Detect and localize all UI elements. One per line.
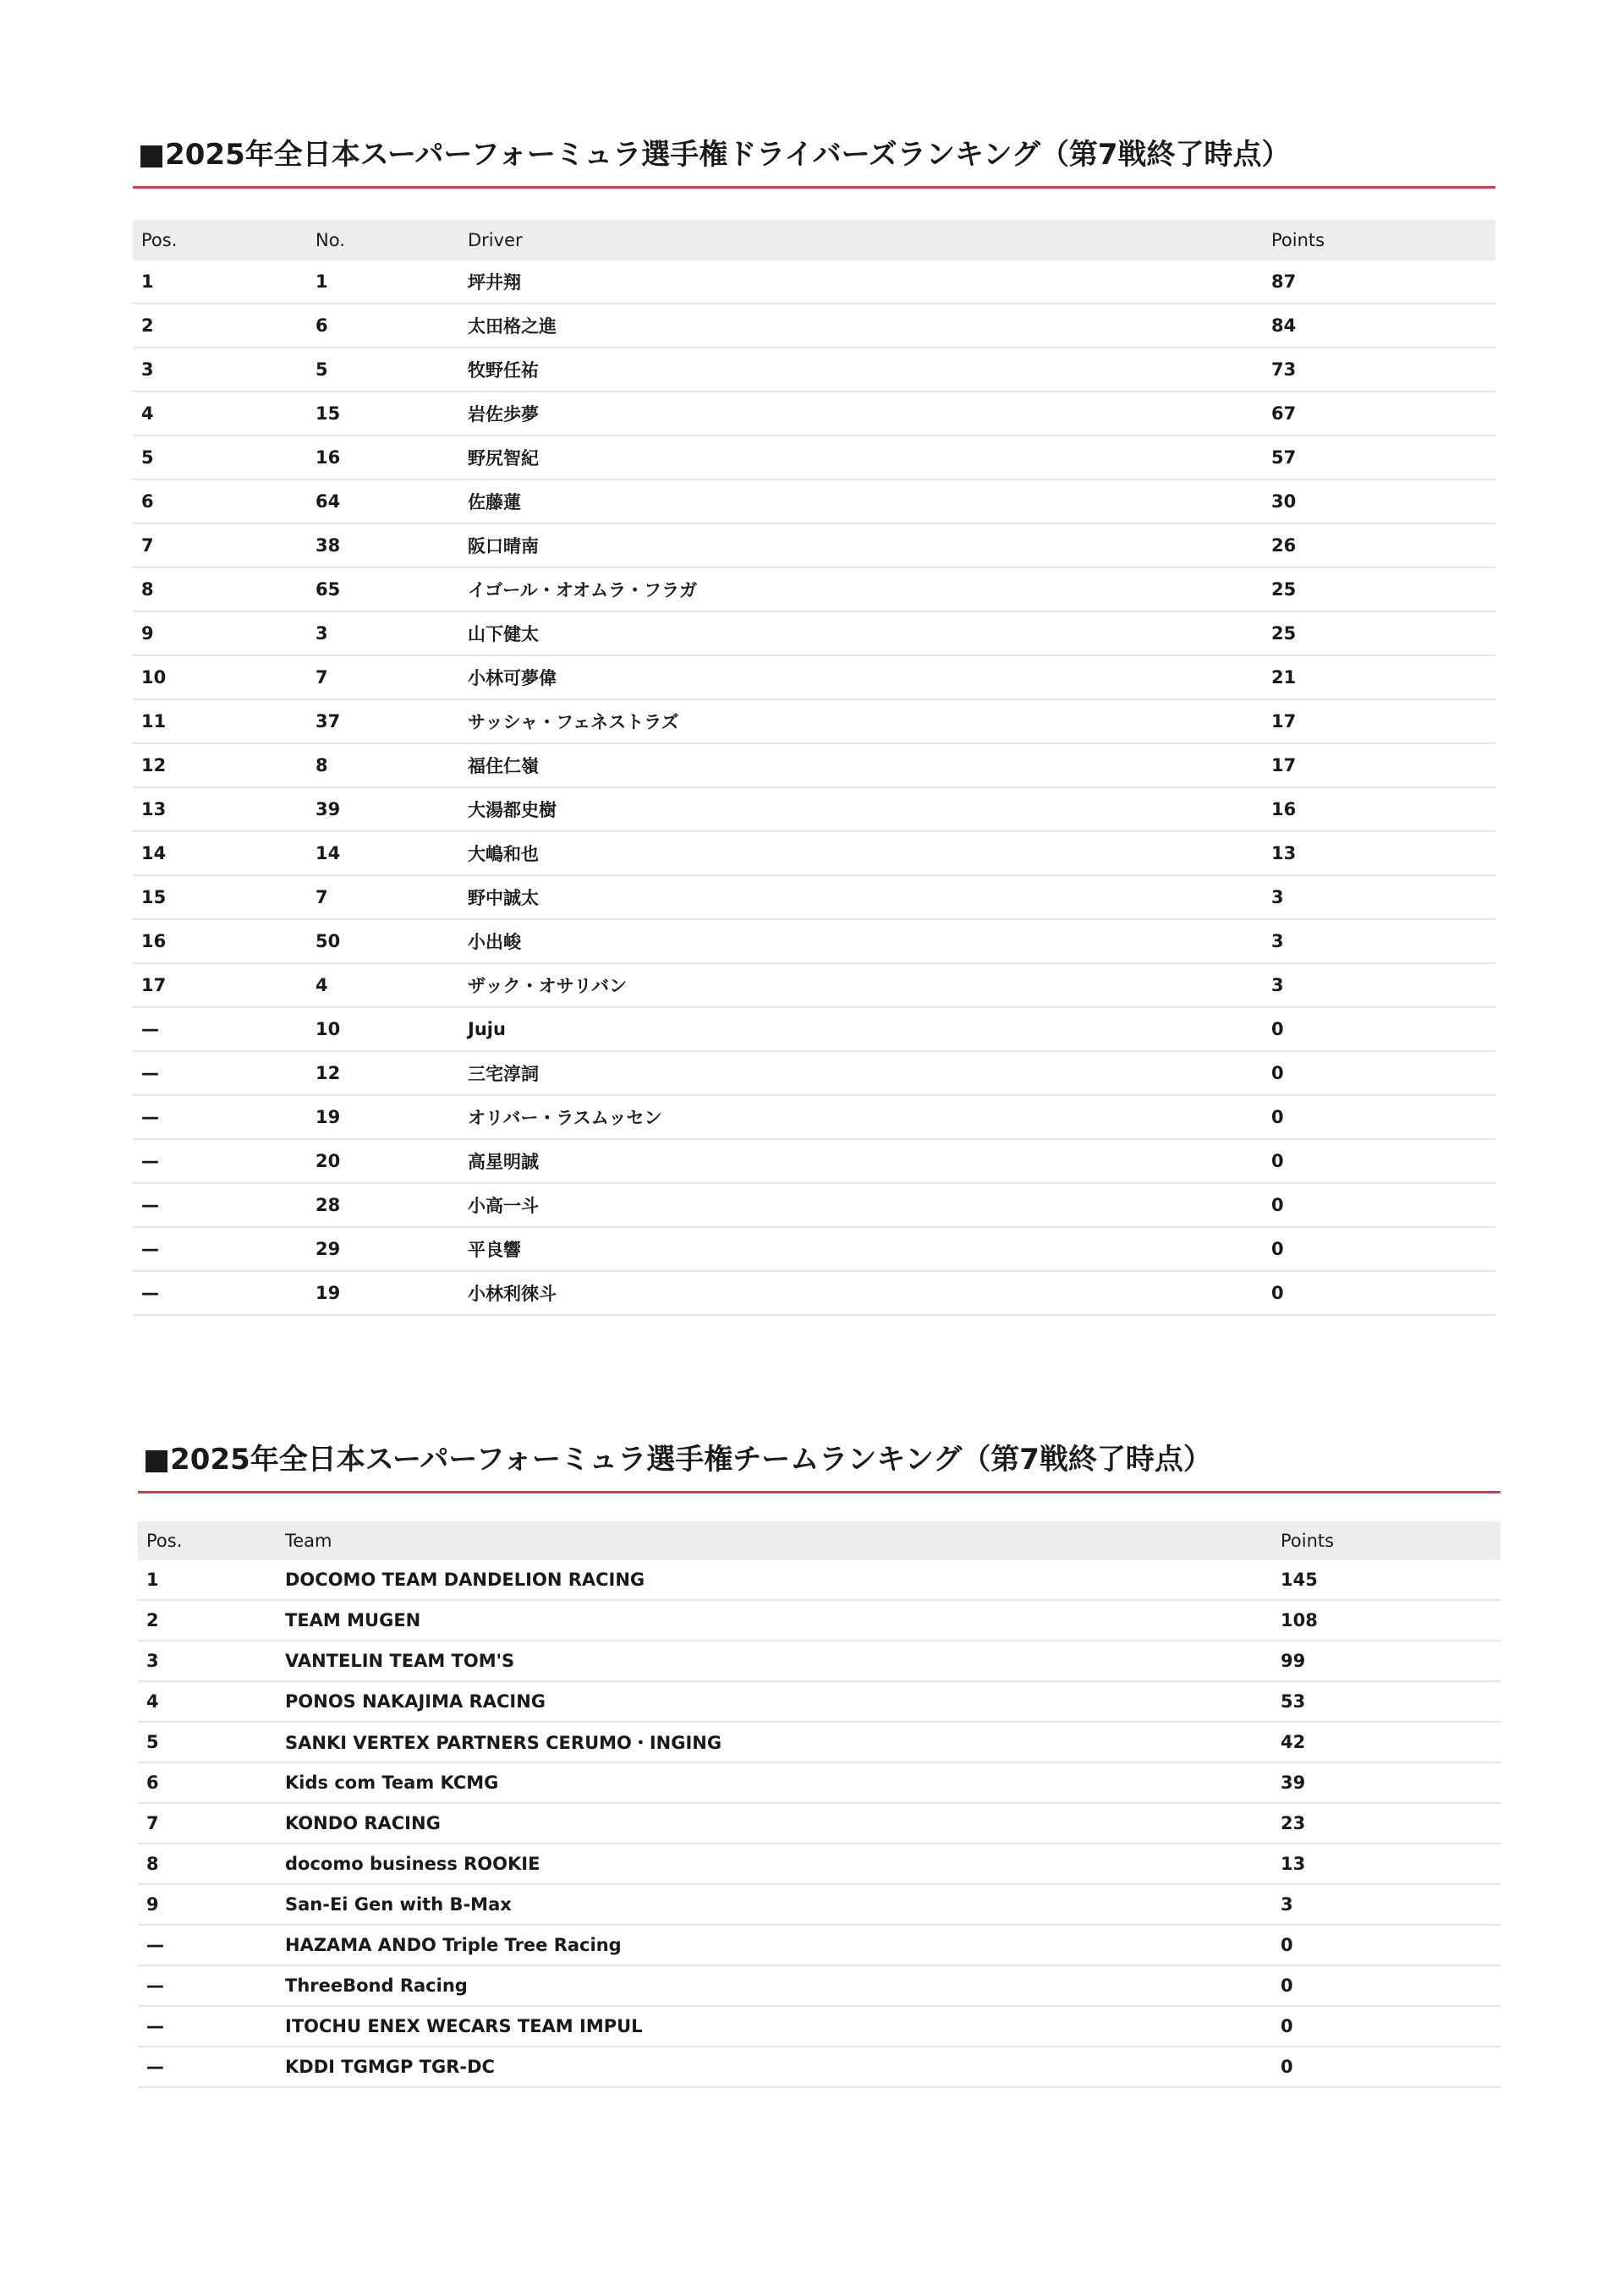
cell-no: 38 — [307, 523, 459, 567]
cell-pos: 2 — [133, 304, 307, 348]
cell-no: 29 — [307, 1227, 459, 1271]
cell-pos: 9 — [133, 611, 307, 655]
cell-points: 21 — [1263, 655, 1495, 699]
table-row — [133, 919, 1495, 963]
cell-points: 73 — [1263, 348, 1495, 392]
cell-no: 64 — [307, 479, 459, 523]
cell-pos: — — [138, 1965, 277, 2006]
cell-no: 7 — [307, 655, 459, 699]
cell-pos: 9 — [138, 1884, 277, 1925]
cell-points: 13 — [1272, 1844, 1501, 1884]
table-row — [138, 1803, 1501, 1844]
cell-team: docomo business ROOKIE — [277, 1844, 1272, 1884]
cell-pos: 11 — [133, 699, 307, 743]
cell-pos: 4 — [133, 392, 307, 436]
cell-driver: オリバー・ラスムッセン — [459, 1095, 1263, 1139]
cell-pos: 5 — [138, 1722, 277, 1762]
cell-driver: 岩佐歩夢 — [459, 392, 1263, 436]
cell-no: 19 — [307, 1095, 459, 1139]
cell-pos: — — [138, 2006, 277, 2047]
cell-driver: 小林可夢偉 — [459, 655, 1263, 699]
cell-team: VANTELIN TEAM TOM'S — [277, 1641, 1272, 1681]
cell-points: 0 — [1272, 1965, 1501, 2006]
header-pos: Pos. — [133, 220, 307, 260]
cell-no: 10 — [307, 1007, 459, 1051]
cell-no: 6 — [307, 304, 459, 348]
table-row — [133, 1007, 1495, 1051]
cell-points: 67 — [1263, 392, 1495, 436]
cell-points: 17 — [1263, 743, 1495, 787]
drivers-ranking-title: ■2025年全日本スーパーフォーミュラ選手権ドライバーズランキング（第7戦終了時点） — [138, 138, 1291, 172]
cell-no: 50 — [307, 919, 459, 963]
cell-points: 0 — [1263, 1183, 1495, 1227]
drivers-ranking-section — [133, 135, 1495, 1316]
header-points: Points — [1263, 220, 1495, 260]
cell-points: 0 — [1263, 1227, 1495, 1271]
cell-driver: 小林利徠斗 — [459, 1271, 1263, 1315]
header-pos: Pos. — [138, 1521, 277, 1560]
cell-pos: — — [133, 1007, 307, 1051]
cell-pos: 13 — [133, 787, 307, 831]
cell-no: 5 — [307, 348, 459, 392]
cell-no: 7 — [307, 875, 459, 919]
table-row — [133, 655, 1495, 699]
cell-driver: 小出峻 — [459, 919, 1263, 963]
cell-pos: 3 — [133, 348, 307, 392]
header-points: Points — [1272, 1521, 1501, 1560]
table-row — [138, 1641, 1501, 1681]
table-row — [133, 1051, 1495, 1095]
table-row — [133, 392, 1495, 436]
cell-driver: 野尻智紀 — [459, 436, 1263, 479]
cell-pos: 17 — [133, 963, 307, 1007]
cell-points: 30 — [1263, 479, 1495, 523]
cell-pos: 10 — [133, 655, 307, 699]
table-row — [133, 743, 1495, 787]
cell-points: 108 — [1272, 1600, 1501, 1641]
table-row — [138, 1884, 1501, 1925]
cell-points: 13 — [1263, 831, 1495, 875]
table-header-row — [133, 220, 1495, 260]
cell-points: 84 — [1263, 304, 1495, 348]
cell-driver: 坪井翔 — [459, 260, 1263, 304]
cell-team: Kids com Team KCMG — [277, 1762, 1272, 1803]
cell-pos: — — [133, 1271, 307, 1315]
table-header-row — [138, 1521, 1501, 1560]
cell-pos: — — [133, 1139, 307, 1183]
cell-driver: 大嶋和也 — [459, 831, 1263, 875]
cell-points: 53 — [1272, 1681, 1501, 1722]
table-row — [133, 479, 1495, 523]
cell-pos: 2 — [138, 1600, 277, 1641]
table-row — [138, 1965, 1501, 2006]
cell-pos: 6 — [138, 1762, 277, 1803]
cell-driver: 牧野任祐 — [459, 348, 1263, 392]
cell-driver: 太田格之進 — [459, 304, 1263, 348]
cell-points: 39 — [1272, 1762, 1501, 1803]
header-driver: Driver — [459, 220, 1263, 260]
cell-points: 0 — [1272, 1925, 1501, 1965]
teams-ranking-section — [138, 1440, 1501, 2088]
cell-team: San-Ei Gen with B-Max — [277, 1884, 1272, 1925]
table-row — [133, 1183, 1495, 1227]
table-row — [138, 1681, 1501, 1722]
cell-points: 0 — [1263, 1271, 1495, 1315]
cell-points: 3 — [1263, 919, 1495, 963]
cell-points: 0 — [1272, 2006, 1501, 2047]
table-row — [133, 1227, 1495, 1271]
cell-points: 145 — [1272, 1560, 1501, 1600]
table-row — [133, 567, 1495, 611]
header-team: Team — [277, 1521, 1272, 1560]
table-row — [138, 1844, 1501, 1884]
table-row — [133, 875, 1495, 919]
header-no: No. — [307, 220, 459, 260]
cell-no: 65 — [307, 567, 459, 611]
cell-points: 3 — [1272, 1884, 1501, 1925]
table-row — [138, 2006, 1501, 2047]
cell-pos: 7 — [133, 523, 307, 567]
cell-driver: 大湯都史樹 — [459, 787, 1263, 831]
table-row — [133, 963, 1495, 1007]
cell-no: 3 — [307, 611, 459, 655]
cell-points: 0 — [1263, 1007, 1495, 1051]
cell-pos: 14 — [133, 831, 307, 875]
cell-points: 23 — [1272, 1803, 1501, 1844]
cell-pos: 4 — [138, 1681, 277, 1722]
table-row — [133, 1095, 1495, 1139]
cell-driver: ザック・オサリバン — [459, 963, 1263, 1007]
cell-pos: 1 — [138, 1560, 277, 1600]
table-row — [138, 1925, 1501, 1965]
cell-points: 3 — [1263, 875, 1495, 919]
cell-pos: 1 — [133, 260, 307, 304]
cell-no: 8 — [307, 743, 459, 787]
table-row — [133, 611, 1495, 655]
table-row — [133, 1139, 1495, 1183]
cell-points: 42 — [1272, 1722, 1501, 1762]
cell-points: 99 — [1272, 1641, 1501, 1681]
table-row — [133, 304, 1495, 348]
cell-points: 25 — [1263, 611, 1495, 655]
cell-points: 57 — [1263, 436, 1495, 479]
cell-team: KONDO RACING — [277, 1803, 1272, 1844]
cell-pos: — — [138, 1925, 277, 1965]
cell-no: 12 — [307, 1051, 459, 1095]
table-row — [138, 1762, 1501, 1803]
cell-driver: 阪口晴南 — [459, 523, 1263, 567]
drivers-title-divider — [133, 186, 1495, 189]
table-row — [133, 436, 1495, 479]
cell-points: 0 — [1263, 1051, 1495, 1095]
teams-title-divider — [138, 1491, 1501, 1493]
cell-pos: 12 — [133, 743, 307, 787]
cell-no: 1 — [307, 260, 459, 304]
table-row — [133, 348, 1495, 392]
cell-team: SANKI VERTEX PARTNERS CERUMO・INGING — [277, 1722, 1272, 1762]
table-row — [133, 523, 1495, 567]
table-row — [138, 1560, 1501, 1600]
cell-team: KDDI TGMGP TGR-DC — [277, 2047, 1272, 2087]
table-row — [138, 1722, 1501, 1762]
table-row — [138, 1600, 1501, 1641]
cell-pos: — — [133, 1051, 307, 1095]
cell-driver: 福住仁嶺 — [459, 743, 1263, 787]
cell-pos: 3 — [138, 1641, 277, 1681]
table-row — [138, 2047, 1501, 2087]
cell-no: 28 — [307, 1183, 459, 1227]
cell-team: DOCOMO TEAM DANDELION RACING — [277, 1560, 1272, 1600]
cell-driver: 平良響 — [459, 1227, 1263, 1271]
cell-points: 0 — [1263, 1139, 1495, 1183]
cell-pos: 7 — [138, 1803, 277, 1844]
cell-team: ThreeBond Racing — [277, 1965, 1272, 2006]
cell-driver: イゴール・オオムラ・フラガ — [459, 567, 1263, 611]
cell-driver: 小高一斗 — [459, 1183, 1263, 1227]
cell-driver: サッシャ・フェネストラズ — [459, 699, 1263, 743]
cell-team: TEAM MUGEN — [277, 1600, 1272, 1641]
cell-no: 20 — [307, 1139, 459, 1183]
cell-driver: 佐藤蓮 — [459, 479, 1263, 523]
cell-pos: 5 — [133, 436, 307, 479]
cell-pos: 15 — [133, 875, 307, 919]
table-row — [133, 260, 1495, 304]
cell-no: 37 — [307, 699, 459, 743]
cell-points: 0 — [1263, 1095, 1495, 1139]
table-row — [133, 1271, 1495, 1315]
teams-ranking-table — [138, 1521, 1501, 2088]
drivers-ranking-table — [133, 220, 1495, 1316]
cell-points: 3 — [1263, 963, 1495, 1007]
cell-points: 26 — [1263, 523, 1495, 567]
table-row — [133, 699, 1495, 743]
cell-no: 39 — [307, 787, 459, 831]
cell-team: ITOCHU ENEX WECARS TEAM IMPUL — [277, 2006, 1272, 2047]
cell-points: 17 — [1263, 699, 1495, 743]
cell-pos: — — [133, 1095, 307, 1139]
cell-driver: 野中誠太 — [459, 875, 1263, 919]
cell-no: 15 — [307, 392, 459, 436]
cell-pos: — — [133, 1183, 307, 1227]
cell-pos: — — [133, 1227, 307, 1271]
cell-points: 87 — [1263, 260, 1495, 304]
cell-no: 4 — [307, 963, 459, 1007]
cell-team: HAZAMA ANDO Triple Tree Racing — [277, 1925, 1272, 1965]
cell-points: 25 — [1263, 567, 1495, 611]
teams-ranking-title: ■2025年全日本スーパーフォーミュラ選手権チームランキング（第7戦終了時点） — [143, 1443, 1212, 1477]
cell-no: 19 — [307, 1271, 459, 1315]
table-row — [133, 831, 1495, 875]
cell-pos: — — [138, 2047, 277, 2087]
cell-driver: 山下健太 — [459, 611, 1263, 655]
cell-no: 14 — [307, 831, 459, 875]
cell-driver: Juju — [459, 1007, 1263, 1051]
cell-points: 0 — [1272, 2047, 1501, 2087]
cell-driver: 三宅淳詞 — [459, 1051, 1263, 1095]
cell-driver: 高星明誠 — [459, 1139, 1263, 1183]
cell-pos: 16 — [133, 919, 307, 963]
cell-pos: 8 — [133, 567, 307, 611]
cell-team: PONOS NAKAJIMA RACING — [277, 1681, 1272, 1722]
cell-points: 16 — [1263, 787, 1495, 831]
cell-pos: 6 — [133, 479, 307, 523]
cell-no: 16 — [307, 436, 459, 479]
cell-pos: 8 — [138, 1844, 277, 1884]
table-row — [133, 787, 1495, 831]
